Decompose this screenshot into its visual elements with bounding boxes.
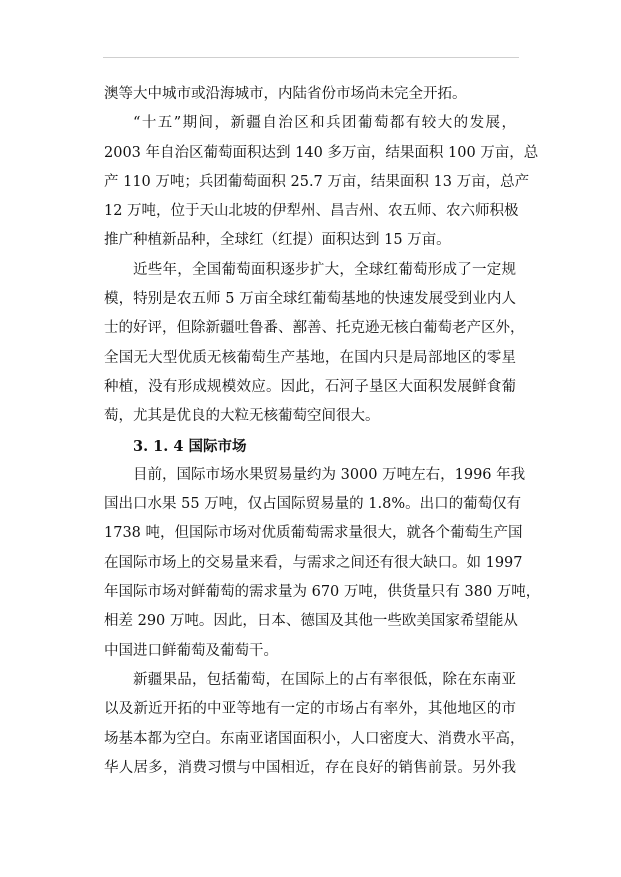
text-line: 在国际市场上的交易量来看，与需求之间还有很大缺口。如 1997: [104, 554, 523, 571]
text-line: 新疆果品，包括葡萄，在国际上的占有率很低，除在东南亚: [133, 671, 516, 688]
text-line: 以及新近开拓的中亚等地有一定的市场占有率外，其他地区的市: [104, 701, 516, 718]
text-line: 推广种植新品种，全球红（红提）面积达到 15 万亩。: [104, 232, 451, 249]
text-line: 种植，没有形成规模效应。因此，石河子垦区大面积发展鲜食葡: [104, 378, 516, 395]
text-line: 模，特别是农五师 5 万亩全球红葡萄基地的快速发展受到业内人: [104, 291, 516, 308]
text-line: 1738 吨，但国际市场对优质葡萄需求量很大，就各个葡萄生产国: [104, 525, 523, 542]
paragraph-international-trade: [104, 461, 541, 666]
text-line: 士的好评，但除新疆吐鲁番、鄯善、托克逊无核白葡萄老产区外，: [104, 320, 525, 337]
text-line: 目前，国际市场水果贸易量约为 3000 万吨左右，1996 年我: [133, 466, 526, 483]
text-line: 萄，尤其是优良的大粒无核葡萄空间很大。: [104, 408, 380, 425]
text-line: 12 万吨，位于天山北坡的伊犁州、昌吉州、农五师、农六师积极: [104, 203, 519, 220]
paragraph-tenth-five-year: [104, 109, 539, 255]
text-line: 场基本都为空白。东南亚诸国面积小，人口密度大、消费水平高，: [104, 730, 525, 747]
text-line: 2003 年自治区葡萄面积达到 140 多万亩，结果面积 100 万亩，总: [104, 144, 539, 161]
text-line: 国出口水果 55 万吨，仅占国际贸易量的 1.8%。出口的葡萄仅有: [104, 496, 522, 513]
text-line: 相差 290 万吨。因此，日本、德国及其他一些欧美国家希望能从: [104, 613, 518, 630]
text-line: 产 110 万吨；兵团葡萄面积 25.7 万亩，结果面积 13 万亩，总产: [104, 173, 530, 190]
text-line: 近些年，全国葡萄面积逐步扩大，全球红葡萄形成了一定规: [133, 261, 516, 278]
text-line: 年国际市场对鲜葡萄的需求量为 670 万吨，供货量只有 380 万吨，: [104, 584, 541, 601]
section-heading: [104, 432, 516, 461]
text-line: 华人居多，消费习惯与中国相近，存在良好的销售前景。另外我: [104, 759, 516, 776]
paragraph-xinjiang-fruit: [104, 666, 525, 783]
paragraph-recent-years: [104, 256, 525, 432]
paragraph-continuation: [104, 80, 516, 109]
text-line: 全国无大型优质无核葡萄生产基地，在国内只是局部地区的零星: [104, 349, 516, 366]
text-line: 澳等大中城市或沿海城市，内陆省份市场尚未完全开拓。: [104, 86, 467, 102]
text-line: 中国进口鲜葡萄及葡萄干。: [104, 642, 278, 659]
heading-text: 3. 1. 4 国际市场: [133, 437, 247, 455]
document-body: [104, 80, 541, 783]
text-line: “十五”期间，新疆自治区和兵团葡萄都有较大的发展，: [133, 115, 516, 132]
header-rule: [103, 57, 519, 58]
